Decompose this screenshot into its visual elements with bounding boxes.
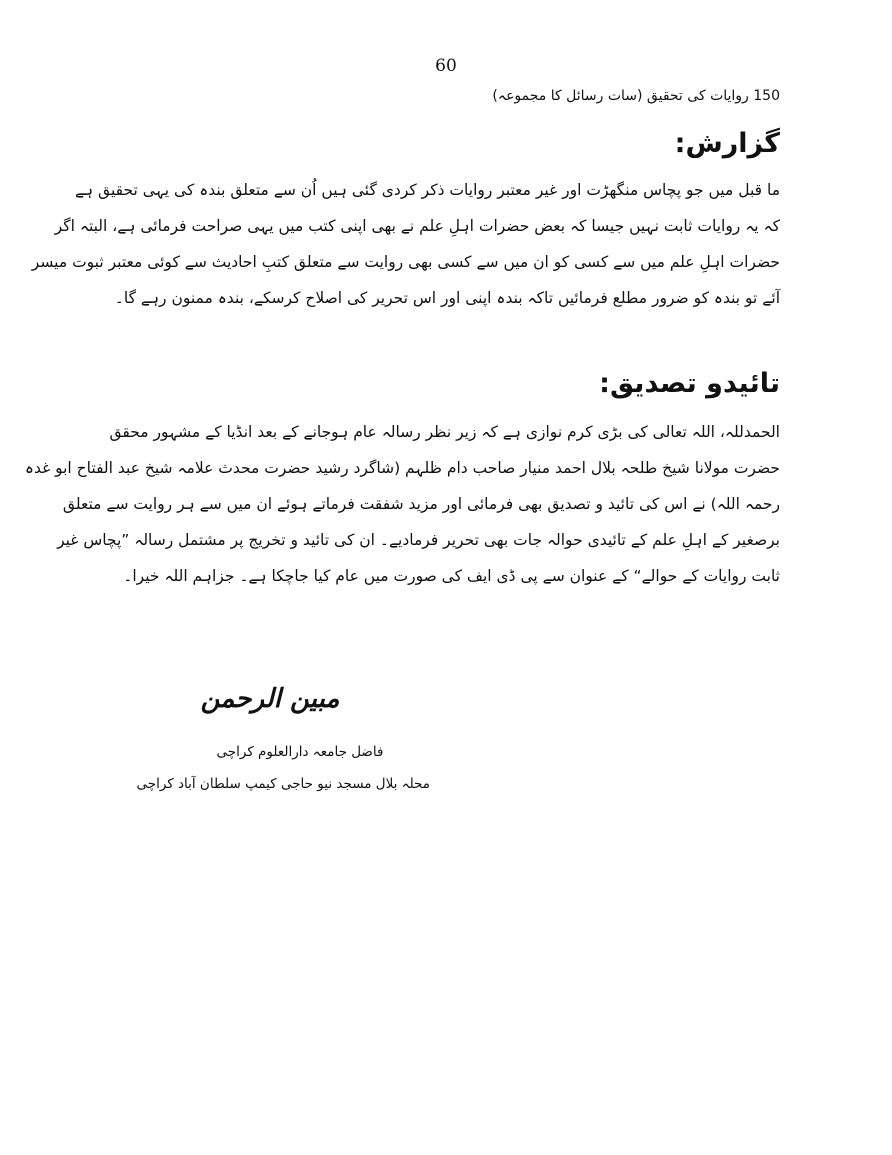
guzarish-heading: گزارش: — [674, 128, 780, 159]
paragraph-line: حضرت مولانا شیخ طلحہ بلال احمد منیار صاحب دام ظلہم (شاگرد رشید حضرت محدث علامہ شیخ عبد الفتاح ابو غدہ — [24, 459, 780, 477]
paragraph-line: برصغیر کے اہلِ علم کے تائیدی حوالہ جات بھی تحریر فرمادیے۔ ان کی تائید و تخریج پر مشتمل رسالہ ”پچاس غیر — [57, 531, 780, 549]
paragraph-line: کہ یہ روایات ثابت نہیں جیسا کہ بعض حضرات اہلِ علم نے بھی اپنی کتب میں یہی صراحت فرمائی ہے، البتہ اگر — [54, 217, 780, 235]
taeed-heading: تائیدو تصدیق: — [599, 368, 780, 399]
paragraph-line: آئے تو بندہ کو ضرور مطلع فرمائیں تاکہ بندہ اپنی اور اس تحریر کی اصلاح کرسکے، بندہ ممنون رہے گا۔ — [114, 289, 780, 307]
running-header: 150 روایات کی تحقیق (سات رسائل کا مجموعہ) — [492, 88, 780, 104]
paragraph-line: حضرات اہلِ علم میں سے کسی کو ان میں سے کسی بھی روایت سے متعلق کتبِ احادیث سے کوئی معتبر ثبوت میسر — [31, 253, 780, 271]
paragraph-line: ما قبل میں جو پچاس منگھڑت اور غیر معتبر روایات ذکر کردی گئی ہیں اُن سے متعلق بندہ کی یہی تحقیق ہے — [74, 181, 780, 199]
paragraph-line: ثابت روایات کے حوالے“ کے عنوان سے پی ڈی ایف کی صورت میں عام کیا جاچکا ہے۔ جزاہم اللہ خیرا۔ — [123, 567, 780, 585]
paragraph-line: الحمدللہ، اللہ تعالی کی بڑی کرم نوازی ہے کہ زیر نظر رسالہ عام ہوجانے کے بعد انڈیا کے مشہور محقق — [109, 423, 780, 441]
page-number: 60 — [435, 56, 457, 76]
signature-name: مبین الرحمن — [200, 684, 340, 714]
paragraph-line: رحمہ اللہ) نے اس کی تائید و تصدیق بھی فرمائی اور مزید شفقت فرماتے ہوئے ان میں سے ہر روایت سے متعلق — [62, 495, 780, 513]
guzarish-paragraph — [31, 172, 780, 316]
taeed-paragraph — [24, 414, 780, 594]
signature-title: فاضل جامعہ دارالعلوم کراچی — [216, 744, 384, 760]
signature-address: محلہ بلال مسجد نیو حاجی کیمپ سلطان آباد کراچی — [136, 776, 430, 792]
